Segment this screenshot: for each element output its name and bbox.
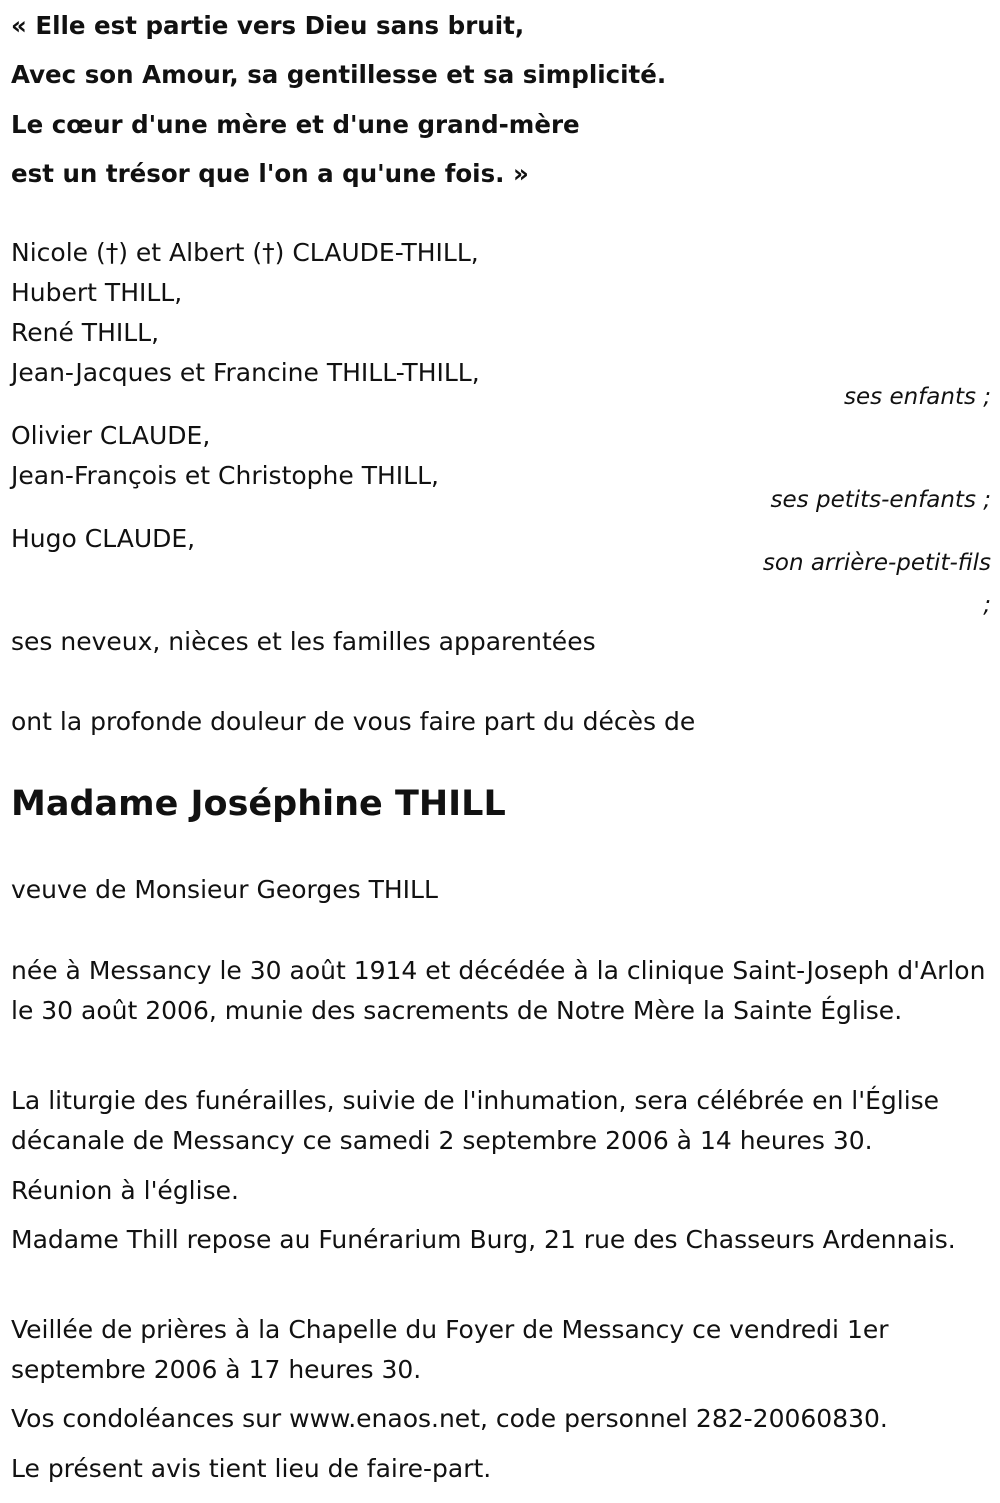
quote-line-4: est un trésor que l'on a qu'une fois. » (11, 159, 529, 188)
notice-paragraph: Le présent avis tient lieu de faire-part. (11, 1454, 492, 1483)
great-grandchild-role-label: son arrière-petit-fils (762, 550, 991, 576)
great-grandchild-line-1: Hugo CLAUDE, (11, 524, 196, 553)
quote-line-1: « Elle est partie vers Dieu sans bruit, (11, 11, 525, 40)
announcement-line: ont la profonde douleur de vous faire part du décès de (11, 707, 696, 736)
children-role-label: ses enfants ; (844, 384, 991, 410)
funeral-paragraph: La liturgie des funérailles, suivie de l'inhumation, sera célébrée en l'Église décanale de Messancy ce samedi 2 septembre 2006 à 14 heures 30. (11, 1086, 940, 1155)
grandchild-line-1: Olivier CLAUDE, (11, 421, 211, 450)
child-line-4: Jean-Jacques et Francine THILL-THILL, (11, 358, 480, 387)
vigil-paragraph: Veillée de prières à la Chapelle du Foyer de Messancy ce vendredi 1er septembre 2006 à 17 heures 30. (11, 1315, 889, 1384)
grandchild-line-2: Jean-François et Christophe THILL, (11, 461, 439, 490)
child-line-2: Hubert THILL, (11, 278, 183, 307)
deceased-name: Madame Joséphine THILL (11, 784, 506, 824)
quote-line-2: Avec son Amour, sa gentillesse et sa simplicité. (11, 60, 667, 89)
meeting-paragraph: Réunion à l'église. (11, 1176, 239, 1205)
widow-of-line: veuve de Monsieur Georges THILL (11, 875, 438, 904)
birth-death-paragraph: née à Messancy le 30 août 1914 et décédée à la clinique Saint-Joseph d'Arlon le 30 août 2006, munie des sacrements de Notre Mère la Sainte Église. (11, 956, 986, 1025)
quote-line-3: Le cœur d'une mère et d'une grand-mère (11, 110, 580, 139)
condolences-paragraph: Vos condoléances sur www.enaos.net, code personnel 282-20060830. (11, 1404, 888, 1433)
relatives-line: ses neveux, nièces et les familles apparentées (11, 627, 596, 656)
child-line-3: René THILL, (11, 318, 160, 347)
funeral-home-paragraph: Madame Thill repose au Funérarium Burg, 21 rue des Chasseurs Ardennais. (11, 1225, 956, 1254)
grandchildren-role-label: ses petits-enfants ; (770, 487, 991, 513)
child-line-1: Nicole (†) et Albert (†) CLAUDE-THILL, (11, 238, 479, 267)
great-grandchild-role-punct: ; (983, 592, 991, 618)
